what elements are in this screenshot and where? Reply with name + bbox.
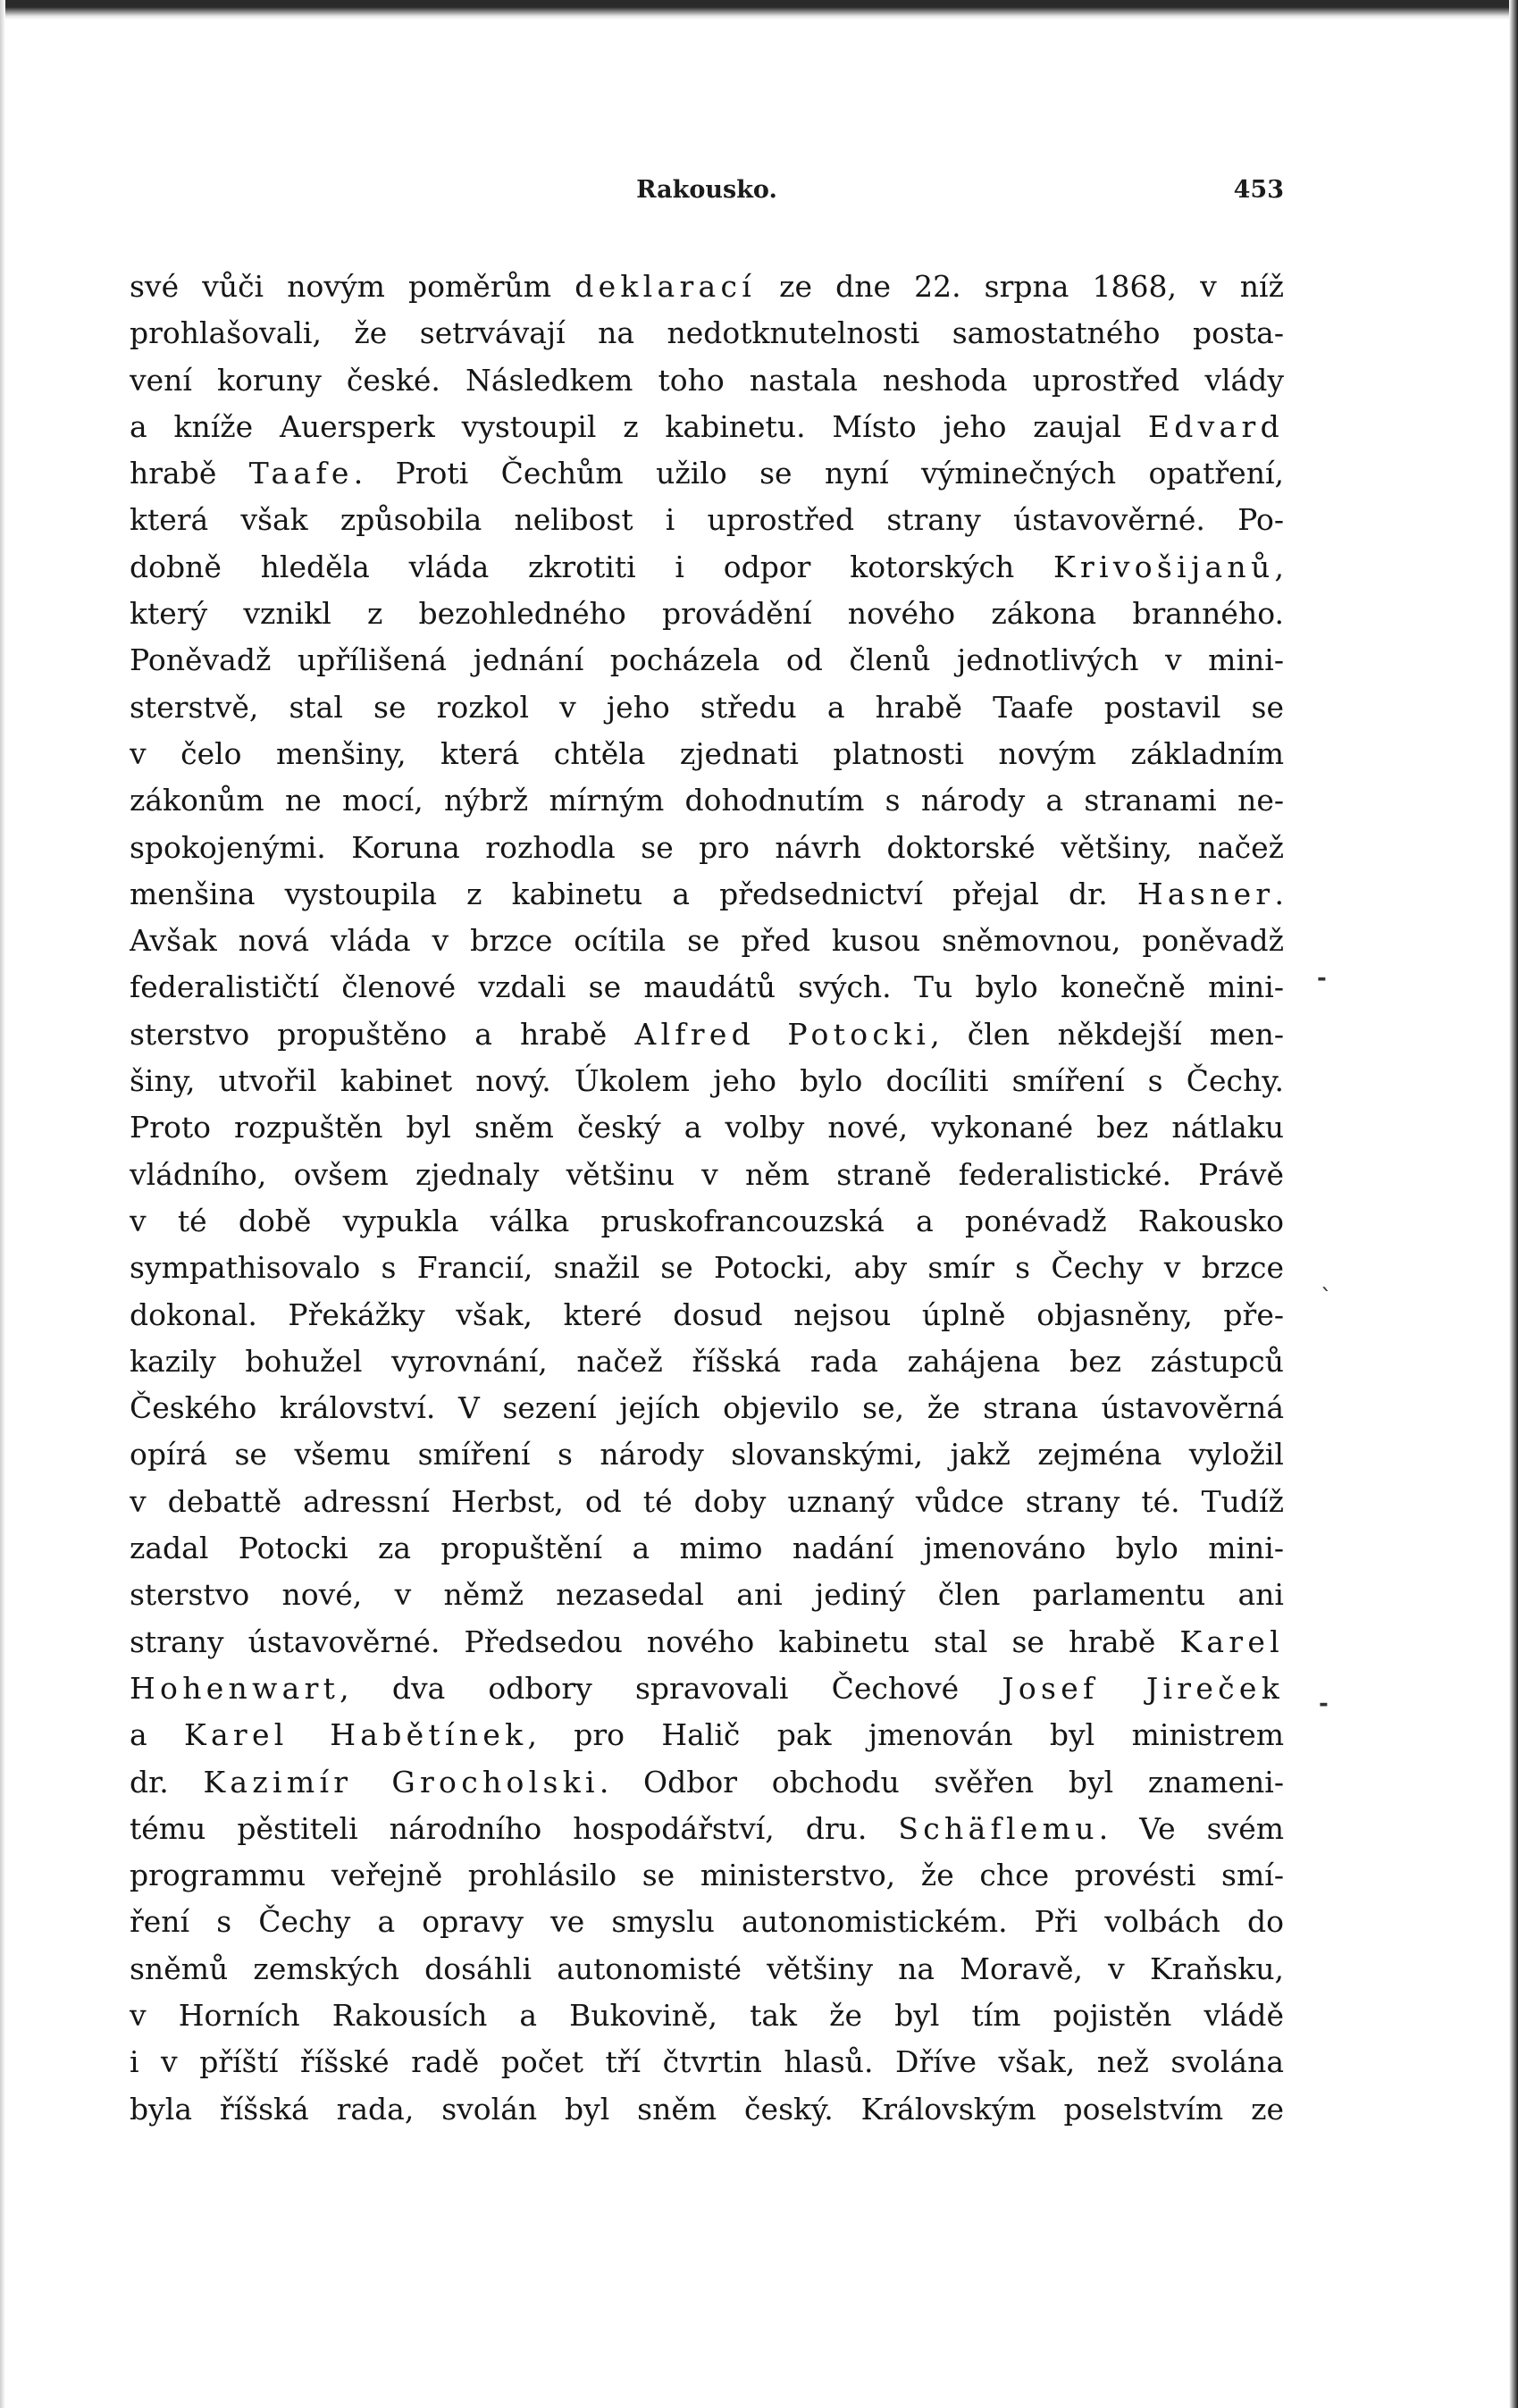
text-line [130,1292,1284,1338]
page-number: 453 [1233,176,1284,204]
text-line [130,1479,1284,1525]
text-run: , člen někdejší men- [930,1016,1284,1052]
text-run: v debattě adressní Herbst, od té doby uznaný vůdce strany té. Tudíž [130,1483,1284,1519]
text-run: zákonům ne mocí, nýbrž mírným dohodnutím s národy a stranami ne- [130,783,1284,818]
text-run: kazily bohužel vyrovnání, načež říšská rada zahájena bez zástupců [130,1343,1284,1379]
text-line [130,1946,1284,1993]
text-line [130,1759,1284,1806]
text-run: i v příští říšské radě počet tří čtvrtin hlasů. Dříve však, než svolána [130,2044,1284,2080]
text-run: dr. [130,1764,204,1800]
text-line [130,1993,1284,2039]
text-run: menšina vystoupila z kabinetu a předsednictví přejal dr. [130,876,1137,911]
spaced-name: Edvard [1147,408,1284,444]
text-line [130,357,1284,404]
text-run: Avšak nová vláda v brzce ocítila se před kusou sněmovnou, poněvadž [130,923,1284,959]
spaced-name: Schäflemu [898,1810,1099,1846]
text-run: sterstvě, stal se rozkol v jeho středu a hrabě Taafe postavil se [130,689,1284,725]
text-line [130,404,1284,450]
margin-tick-mark: ` [1321,1285,1332,1312]
text-line [130,684,1284,731]
scan-right-edge [1509,0,1518,2408]
body-text [130,264,1284,2133]
text-run: vení koruny české. Následkem toho nastala neshoda uprostřed vlády [130,362,1284,398]
margin-dot-mark: - [1319,1691,1329,1717]
text-line [130,871,1284,918]
text-line [130,1712,1284,1758]
text-run: Českého království. V sezení jejích objevilo se, že strana ústavověrná [130,1390,1284,1426]
spaced-name: Taafe [248,456,354,491]
text-line [130,731,1284,777]
text-run: ze dne 22. srpna 1868, v níž [756,269,1284,304]
text-line [130,1198,1284,1245]
text-line [130,544,1284,591]
text-line [130,1431,1284,1478]
text-line [130,264,1284,310]
text-run: hrabě [130,456,249,491]
text-run: sněmů zemských dosáhli autonomisté většiny na Moravě, v Kraňsku, [130,1951,1284,1986]
spaced-name: Karel Habětínek [184,1717,528,1753]
spaced-name: Kazimír Grocholski [203,1764,600,1800]
spaced-name: Krivošijanů [1053,549,1275,584]
text-line [130,1385,1284,1431]
text-run: , dva odbory spravovali Čechové [340,1670,1002,1706]
text-line [130,1619,1284,1665]
text-run: šiny, utvořil kabinet nový. Úkolem jeho bylo docíliti smíření s Čechy. [130,1063,1284,1099]
text-run: programmu veřejně prohlásilo se ministerstvo, že chce provésti smí- [130,1858,1284,1893]
margin-dash-mark: - [1317,965,1327,992]
text-run: spokojenými. Koruna rozhodla se pro návrh doktorské většiny, načež [130,829,1284,865]
text-run: , [1274,549,1284,584]
text-line [130,1245,1284,1291]
text-run: v čelo menšiny, která chtěla zjednati platnosti novým základním [130,735,1284,771]
text-run: ření s Čechy a opravy ve smyslu autonomistickém. Při volbách do [130,1904,1284,1940]
text-line [130,2086,1284,2133]
text-line [130,450,1284,497]
running-head: Rakousko. [636,176,777,204]
text-run: Proto rozpuštěn byl sněm český a volby nové, vykonané bez nátlaku [130,1110,1284,1145]
text-line [130,1338,1284,1385]
spaced-name: deklarací [574,269,757,304]
text-run: v Horních Rakousích a Bukovině, tak že byl tím pojistěn vládě [130,1997,1284,2033]
text-run: vládního, ovšem zjednaly většinu v něm straně federalistické. Právě [130,1156,1284,1192]
spaced-name: Hohenwart [130,1670,340,1706]
text-run: . Ve svém [1098,1810,1284,1846]
text-run: Poněvadž upřílišená jednání pocházela od členů jednotlivých v mini- [130,642,1284,678]
text-line [130,825,1284,871]
text-line [130,2039,1284,2085]
text-line [130,1806,1284,1852]
text-run: sterstvo nové, v němž nezasedal ani jediný člen parlamentu ani [130,1577,1284,1613]
text-run: zadal Potocki za propuštění a mimo nadání jmenováno bylo mini- [130,1531,1284,1566]
text-line [130,777,1284,824]
text-line [130,637,1284,684]
text-line [130,1665,1284,1712]
text-run: své vůči novým poměrům [130,269,575,304]
text-run: . [1274,876,1284,911]
text-line [130,310,1284,357]
text-line [130,1572,1284,1618]
text-run: , pro Halič pak jmenován byl ministrem [527,1717,1284,1753]
text-run: strany ústavověrné. Předsedou nového kabinetu stal se hrabě [130,1624,1180,1659]
spaced-name: Karel [1179,1624,1284,1659]
page-header [130,176,1284,212]
text-line [130,1852,1284,1899]
text-run: opírá se všemu smíření s národy slovanskými, jakž zejména vyložil [130,1437,1284,1472]
text-line [130,1058,1284,1104]
scan-top-edge [0,0,1518,20]
text-line [130,591,1284,637]
text-run: dokonal. Překážky však, které dosud nejsou úplně objasněny, pře- [130,1296,1284,1332]
text-line [130,964,1284,1011]
text-line [130,1152,1284,1198]
text-line [130,1899,1284,1945]
text-run: . Proti Čechům užilo se nyní výminečných opatření, [353,456,1284,491]
spaced-name: Alfred Potocki [634,1016,931,1052]
scan-left-edge [0,0,5,2408]
text-line [130,1011,1284,1058]
text-run: . Odbor obchodu svěřen byl znameni- [599,1764,1284,1800]
text-run: dobně hleděla vláda zkrotiti i odpor kotorských [130,549,1054,584]
text-run: v té době vypukla válka pruskofrancouzská a ponévadž Rakousko [130,1203,1284,1238]
text-run: byla říšská rada, svolán byl sněm český. Královským poselstvím ze [130,2091,1284,2127]
text-run: federalističtí členové vzdali se maudátů svých. Tu bylo konečně mini- [130,969,1284,1005]
text-line [130,497,1284,543]
spaced-name: Josef Jireček [1002,1670,1284,1706]
text-line [130,1104,1284,1151]
text-run: a kníže Auersperk vystoupil z kabinetu. Místo jeho zaujal [130,408,1148,444]
text-run: a [130,1717,185,1753]
text-run: který vznikl z bezohledného provádění nového zákona branného. [130,596,1284,632]
text-run: tému pěstiteli národního hospodářství, dru. [130,1810,899,1846]
spaced-name: Hasner [1136,876,1275,911]
text-run: která však způsobila nelibost i uprostřed strany ústavověrné. Po- [130,502,1284,538]
text-run: sympathisovalo s Francií, snažil se Potocki, aby smír s Čechy v brzce [130,1250,1284,1286]
text-run: prohlašovali, že setrvávají na nedotknutelnosti samostatného posta- [130,315,1284,351]
text-run: sterstvo propuštěno a hrabě [130,1016,635,1052]
text-line [130,1525,1284,1572]
text-line [130,918,1284,964]
